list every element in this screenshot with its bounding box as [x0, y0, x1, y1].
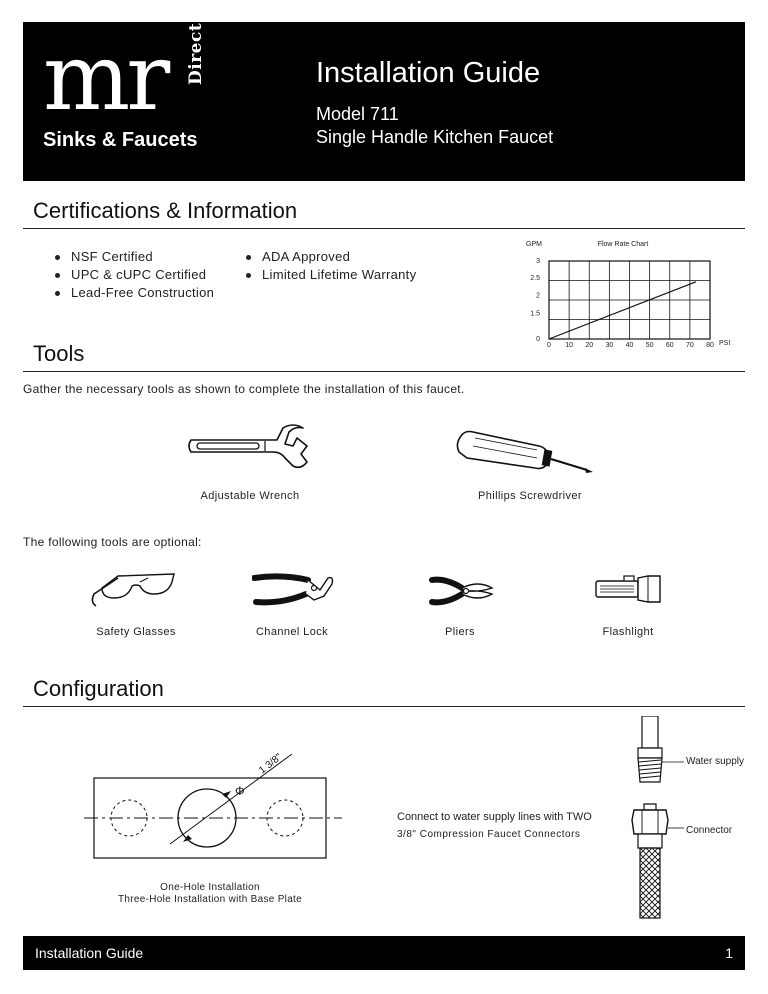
connector-illustration	[628, 716, 688, 920]
tool-label: Channel Lock	[255, 626, 329, 638]
glasses-icon	[88, 572, 178, 610]
flashlight-icon	[594, 574, 664, 604]
chart-x-tick: 80	[706, 342, 714, 349]
base-plate-diagram	[84, 740, 344, 860]
chart-x-tick: 20	[585, 342, 594, 349]
section-divider	[23, 706, 745, 707]
water-supply-label: Water supply	[686, 756, 744, 767]
dimension-label: 1 3/8"	[257, 751, 285, 777]
section-divider	[23, 371, 745, 372]
tool-label: Phillips Screwdriver	[478, 490, 582, 502]
certifications-list-1	[52, 248, 214, 302]
certifications-list-2	[243, 248, 416, 284]
channel-lock-icon	[252, 572, 336, 608]
header-banner	[23, 22, 745, 181]
chart-ylabel: GPM	[526, 241, 542, 248]
page-title: Installation Guide	[316, 57, 541, 89]
diagram-caption-2: Three-Hole Installation with Base Plate	[117, 894, 302, 905]
brand-tagline: Sinks & Faucets	[43, 129, 198, 151]
list-item: ADA Approved	[243, 248, 416, 266]
chart-x-tick: 50	[645, 342, 654, 349]
connect-spec: 3/8" Compression Faucet Connectors	[397, 829, 581, 840]
chart-x-tick: 60	[665, 342, 674, 349]
logo-drop-icon	[176, 92, 184, 103]
chart-x-tick: 70	[685, 342, 694, 349]
chart-y-tick: 2	[536, 292, 540, 300]
tools-intro: Gather the necessary tools as shown to complete the installation of this faucet.	[23, 382, 465, 396]
optional-tools-intro: The following tools are optional:	[23, 535, 202, 549]
chart-y-tick: 0	[536, 336, 540, 343]
chart-xlabel: PSI	[719, 340, 731, 347]
connector-label: Connector	[686, 825, 733, 836]
flow-rate-chart	[515, 234, 740, 354]
tool-label: Flashlight	[602, 626, 654, 638]
tools-heading: Tools	[33, 341, 85, 366]
product-subtitle: Single Handle Kitchen Faucet	[316, 127, 554, 147]
list-item: NSF Certified	[52, 248, 214, 266]
chart-title: Flow Rate Chart	[597, 241, 649, 248]
pliers-icon	[428, 574, 496, 608]
model-number: Model 711	[316, 104, 399, 124]
screwdriver-icon	[455, 426, 595, 478]
diagram-caption-1: One-Hole Installation	[160, 882, 260, 893]
connect-instruction: Connect to water supply lines with TWO	[397, 811, 592, 823]
footer-bar	[23, 936, 745, 970]
brand-logo-vertical: Direct	[186, 22, 206, 85]
list-item: Limited Lifetime Warranty	[243, 266, 416, 284]
list-item: UPC & cUPC Certified	[52, 266, 214, 284]
brand-logo: mr	[43, 24, 167, 131]
chart-y-tick: 3	[536, 258, 540, 265]
tool-label: Safety Glasses	[96, 626, 176, 638]
chart-y-tick: 1.5	[530, 310, 540, 318]
chart-x-tick: 40	[625, 342, 634, 349]
chart-y-tick: 2.5	[530, 275, 540, 283]
configuration-heading: Configuration	[33, 676, 164, 701]
section-divider	[23, 228, 745, 229]
tool-label: Adjustable Wrench	[200, 490, 300, 502]
page-number: 1	[725, 945, 733, 961]
chart-series-line	[549, 282, 696, 339]
certifications-heading: Certifications & Information	[33, 198, 298, 223]
chart-x-tick: 10	[565, 342, 574, 349]
wrench-icon	[185, 422, 315, 472]
list-item: Lead-Free Construction	[52, 284, 214, 302]
chart-x-tick: 30	[605, 342, 614, 349]
tool-label: Pliers	[445, 626, 475, 638]
footer-title: Installation Guide	[35, 945, 144, 961]
diameter-symbol: Φ	[235, 784, 245, 798]
chart-x-tick: 0	[547, 342, 551, 349]
